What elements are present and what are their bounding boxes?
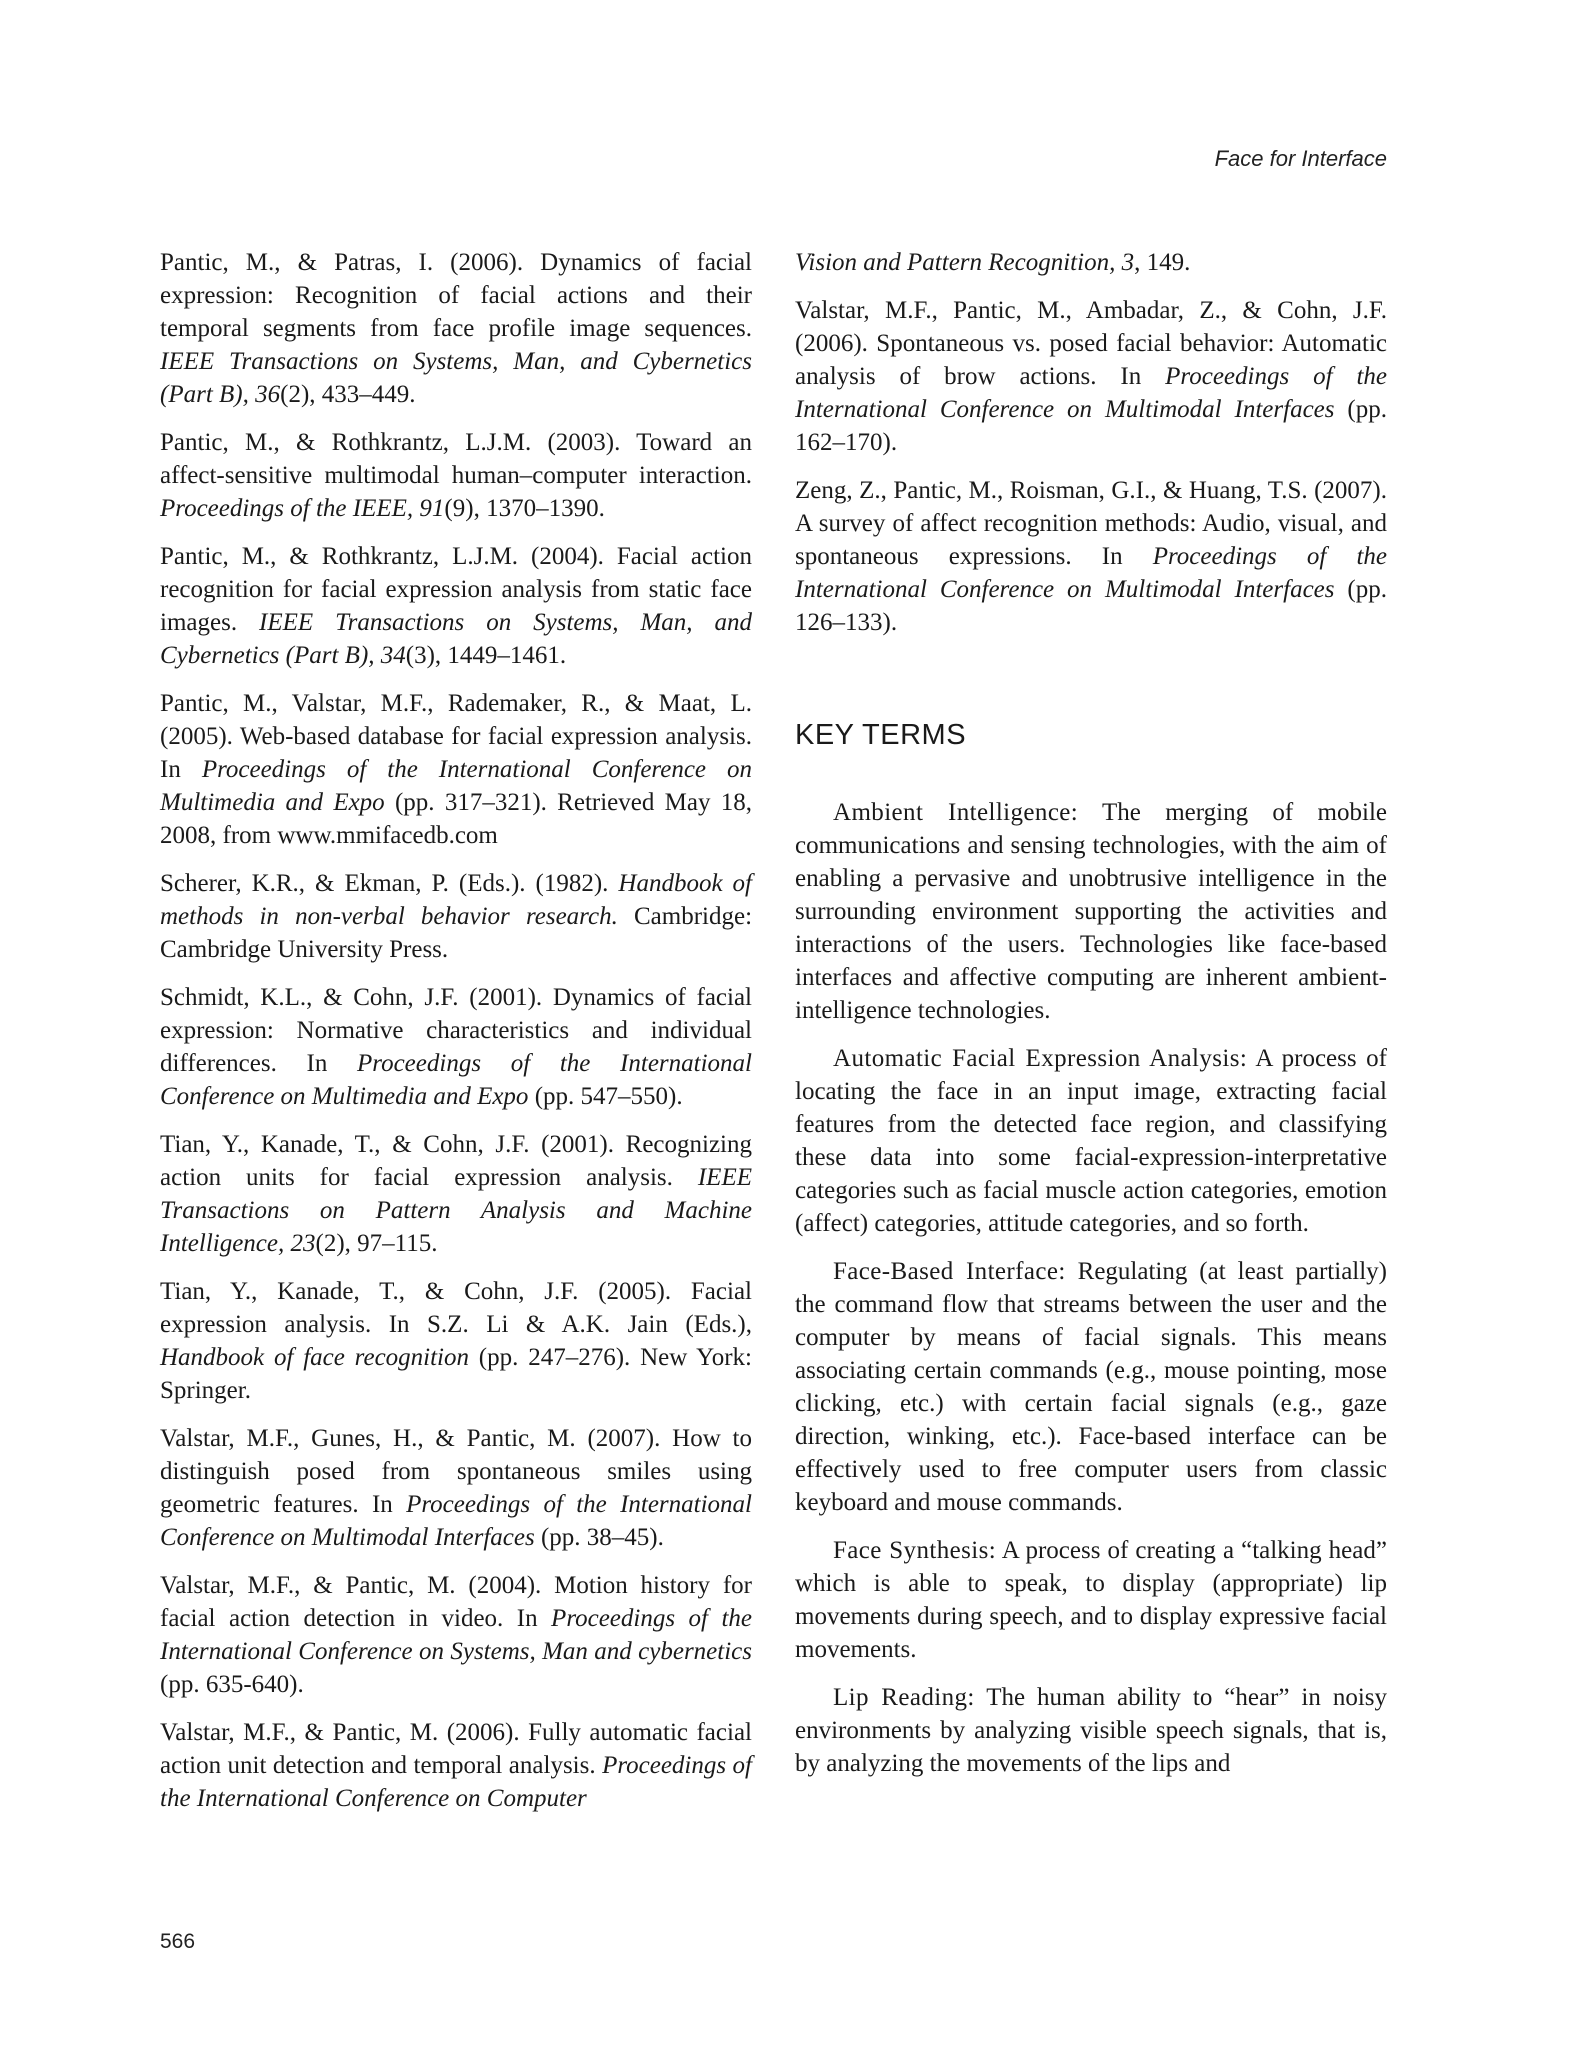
- key-term-entry: [795, 796, 1387, 1027]
- text-segment: , 149.: [1134, 249, 1191, 276]
- text-segment: Valstar, M.F., Gunes, H., & Pantic, M. (2007). How to distinguish posed from spontaneous smiles using geometric features. In: [160, 1425, 752, 1518]
- text-segment: Valstar, M.F., Pantic, M., Ambadar, Z., & Cohn, J.F. (2006). Spontaneous vs. posed facial behavior: Automatic analysis of brow actions. In: [795, 297, 1387, 390]
- italic-segment: Proceedings of the IEEE, 91: [160, 495, 445, 522]
- text-segment: Pantic, M., Valstar, M.F., Rademaker, R., & Maat, L. (2005). Web-based database for facial expression analysis. In: [160, 690, 752, 783]
- reference-entry: [160, 1128, 752, 1260]
- text-segment: Pantic, M., & Rothkrantz, L.J.M. (2003). Toward an affect-sensitive multimodal human–computer interaction.: [160, 429, 752, 489]
- text-segment: Scherer, K.R., & Ekman, P. (Eds.). (1982).: [160, 870, 619, 897]
- key-terms-heading: KEY TERMS: [795, 719, 967, 751]
- key-term-definition: Regulating (at least partially) the command flow that streams between the user and the computer by means of facial signals. This means associating certain commands (e.g., mouse pointing, mose clicking, etc.) with certain facial signals (e.g., gaze direction, winking, etc.). Face-based interface can be effectively used to free computer users from classic keyboard and mouse commands.: [795, 1258, 1388, 1516]
- text-segment: (3), 1449–1461.: [405, 642, 567, 669]
- reference-entry: [160, 1275, 752, 1407]
- reference-entry: [160, 687, 752, 852]
- page-number: 566: [160, 1930, 196, 1953]
- reference-entry: [160, 426, 752, 525]
- italic-segment: IEEE Transactions on Systems, Man, and Cybernetics (Part B), 36: [160, 348, 752, 408]
- text-segment: (pp. 38–45).: [534, 1524, 664, 1551]
- reference-entry: [160, 867, 752, 966]
- key-term-definition: A process of locating the face in an input image, extracting facial features from the detected face region, and classifying these data into some facial-expression-interpretative categories such as facial muscle action categories, emotion (affect) categories, attitude categories, and so forth.: [795, 1045, 1387, 1237]
- left-column: [160, 246, 752, 1815]
- text-segment: Zeng, Z., Pantic, M., Roisman, G.I., & Huang, T.S. (2007). A survey of affect recognition methods: Audio, visual, and spontaneous expressions. In: [795, 477, 1387, 570]
- text-segment: (9), 1370–1390.: [444, 495, 605, 522]
- text-segment: (pp. 162–170).: [795, 396, 1388, 456]
- key-term-name: Automatic Facial Expression Analysis:: [833, 1045, 1248, 1072]
- reference-entry: [160, 246, 752, 411]
- italic-segment: Proceedings of the International Conference on Computer: [160, 1752, 752, 1812]
- key-term-name: Face Synthesis:: [833, 1537, 997, 1564]
- key-term-definition: The merging of mobile communications and sensing technologies, with the aim of enabling a pervasive and unobtrusive intelligence in the surrounding environment supporting the activities and interactions of the users. Technologies like face-based interfaces and affective computing are inherent ambient-intelligence technologies.: [795, 799, 1387, 1024]
- key-term-definition: A process of creating a “talking head” which is able to speak, to display (appropriate) lip movements during speech, and to display expressive facial movements.: [795, 1537, 1387, 1663]
- italic-segment: Proceedings of the International Conference on Multimedia and Expo: [160, 1050, 752, 1110]
- italic-segment: Handbook of methods in non-verbal behavior research.: [160, 870, 752, 930]
- text-segment: Schmidt, K.L., & Cohn, J.F. (2001). Dynamics of facial expression: Normative characteristics and individual differences. In: [160, 984, 752, 1077]
- text-segment: (pp. 635-640).: [160, 1671, 304, 1698]
- text-segment: Pantic, M., & Patras, I. (2006). Dynamics of facial expression: Recognition of facial actions and their temporal segments from face profile image sequences.: [160, 249, 752, 342]
- text-segment: (pp. 317–321). Retrieved May 18, 2008, from www.mmifacedb.com: [160, 789, 752, 849]
- reference-entry: [160, 981, 752, 1113]
- text-segment: (2), 433–449.: [280, 381, 416, 408]
- italic-segment: IEEE Transactions on Pattern Analysis and Machine Intelligence, 23: [160, 1164, 752, 1257]
- key-term-entry: [795, 1534, 1387, 1666]
- italic-segment: Proceedings of the International Conference on Multimedia and Expo: [160, 756, 752, 816]
- reference-list-right: [795, 294, 1387, 639]
- italic-segment: Proceedings of the International Conference on Multimodal Interfaces: [795, 363, 1387, 423]
- reference-entry: [795, 294, 1387, 459]
- key-term-name: Lip Reading:: [833, 1684, 975, 1711]
- italic-segment: Vision and Pattern Recognition, 3: [795, 249, 1135, 276]
- reference-entry: [160, 1569, 752, 1701]
- text-segment: (2), 97–115.: [315, 1230, 438, 1257]
- text-segment: Cambridge: Cambridge University Press.: [160, 903, 753, 963]
- reference-continuation: [795, 246, 1387, 279]
- reference-entry: [160, 1716, 752, 1815]
- text-segment: (pp. 247–276). New York: Springer.: [160, 1344, 752, 1404]
- text-segment: Tian, Y., Kanade, T., & Cohn, J.F. (2005). Facial expression analysis. In S.Z. Li & A.K. Jain (Eds.),: [160, 1278, 752, 1338]
- key-term-entry: [795, 1681, 1387, 1780]
- italic-segment: Proceedings of the International Conference on Multimodal Interfaces: [795, 543, 1387, 603]
- reference-entry: [795, 474, 1387, 639]
- reference-entry: [160, 1422, 752, 1554]
- text-segment: (pp. 126–133).: [795, 576, 1388, 636]
- running-head: Face for Interface: [1214, 146, 1387, 171]
- italic-segment: Handbook of face recognition: [160, 1344, 469, 1371]
- text-segment: Valstar, M.F., & Pantic, M. (2006). Fully automatic facial action unit detection and temporal analysis.: [160, 1719, 752, 1779]
- text-segment: (pp. 547–550).: [528, 1083, 683, 1110]
- italic-segment: Proceedings of the International Conference on Multimodal Interfaces: [160, 1491, 752, 1551]
- italic-segment: Proceedings of the International Conference on Systems, Man and cybernetics: [160, 1605, 752, 1665]
- key-term-name: Ambient Intelligence:: [833, 799, 1079, 826]
- key-term-entry: [795, 1042, 1387, 1240]
- text-segment: Tian, Y., Kanade, T., & Cohn, J.F. (2001). Recognizing action units for facial expression analysis.: [160, 1131, 752, 1191]
- text-segment: Valstar, M.F., & Pantic, M. (2004). Motion history for facial action detection in video. In: [160, 1572, 752, 1632]
- key-term-name: Face-Based Interface:: [833, 1258, 1066, 1285]
- italic-segment: IEEE Transactions on Systems, Man, and Cybernetics (Part B), 34: [160, 609, 752, 669]
- key-terms-list: [795, 796, 1387, 1780]
- reference-list-left: [160, 246, 752, 1815]
- right-column: [795, 246, 1387, 1795]
- key-term-definition: The human ability to “hear” in noisy environments by analyzing visible speech signals, that is, by analyzing the movements of the lips and: [795, 1684, 1387, 1777]
- text-segment: Pantic, M., & Rothkrantz, L.J.M. (2004). Facial action recognition for facial expression analysis from static face images.: [160, 543, 752, 636]
- reference-entry: [160, 540, 752, 672]
- key-term-entry: [795, 1255, 1387, 1519]
